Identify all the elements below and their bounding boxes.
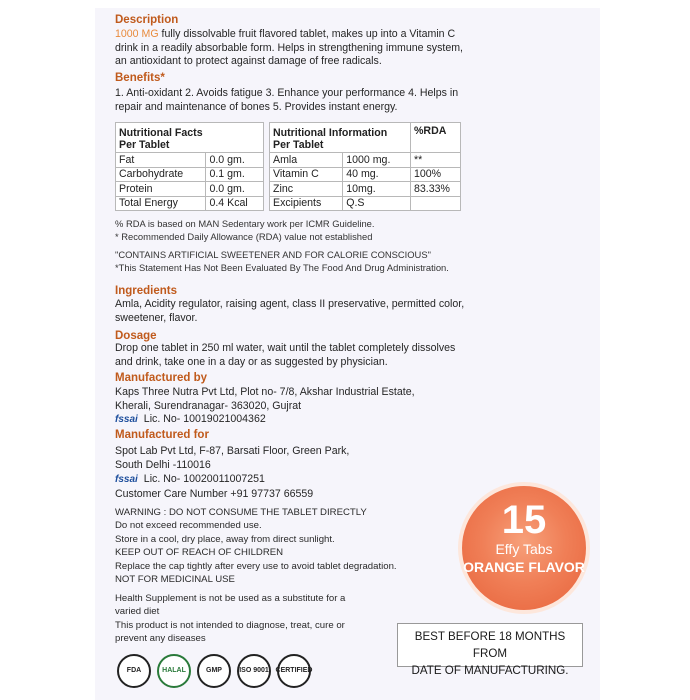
certified-icon: CERTIFIED	[277, 654, 311, 688]
table-cell: 1000 mg.	[343, 153, 411, 168]
description-section	[115, 14, 463, 69]
supplement-line: prevent any diseases	[115, 633, 206, 645]
table-header-row	[270, 123, 461, 153]
best-before-line2: DATE OF MANUFACTURING.	[411, 664, 569, 677]
table-cell	[411, 196, 461, 211]
supplement-notes	[115, 592, 345, 646]
manufacturer-license: Lic. No- 10019021004362	[143, 413, 266, 425]
nutritional-information-table	[269, 122, 461, 211]
warning-line: Replace the cap tightly after every use to avoid tablet degradation.	[115, 560, 397, 572]
manufactured-by-address	[115, 386, 415, 427]
dosage-line1: Drop one tablet in 250 ml water, wait until the tablet completely dissolves	[115, 342, 456, 354]
table-cell: **	[411, 153, 461, 168]
ingredients-text	[115, 298, 464, 325]
best-before-line1: BEST BEFORE 18 MONTHS FROM	[414, 630, 566, 660]
table-cell: Q.S	[343, 196, 411, 211]
nutritional-facts-table	[115, 122, 264, 211]
marketer-line2: South Delhi -110016	[115, 459, 211, 471]
table-row	[270, 153, 461, 168]
table-row	[270, 167, 461, 182]
gmp-icon: GMP	[197, 654, 231, 688]
benefits-section	[115, 72, 458, 114]
ingredients-line2: sweetener, flavor.	[115, 311, 198, 324]
description-text	[115, 28, 463, 69]
manufactured-for-section	[115, 429, 349, 501]
table-cell: 83.33%	[411, 182, 461, 197]
rda-notes	[115, 218, 374, 243]
warning-line: KEEP OUT OF REACH OF CHILDREN	[115, 547, 284, 559]
ingredients-section	[115, 285, 464, 325]
table-row	[270, 196, 461, 211]
info-header	[270, 123, 411, 153]
table-cell: 40 mg.	[343, 167, 411, 182]
fda-icon: FDA	[117, 654, 151, 688]
table-cell: 0.0 gm.	[206, 153, 264, 168]
table-cell: 0.4 Kcal	[206, 196, 264, 211]
tablet-count-badge	[458, 482, 590, 614]
sweetener-notes	[115, 249, 449, 274]
best-before-box	[397, 623, 583, 677]
manufactured-for-heading: Manufactured for	[115, 429, 209, 441]
dosage-section	[115, 330, 455, 369]
warning-line: Do not exceed recommended use.	[115, 520, 262, 532]
table-row	[116, 153, 264, 168]
table-cell: Excipients	[270, 196, 343, 211]
description-highlight: 1000 MG	[115, 28, 159, 40]
sweetener-note: "CONTAINS ARTIFICIAL SWEETENER AND FOR CALORIE CONSCIOUS"	[115, 249, 431, 260]
facts-header	[116, 123, 264, 153]
description-line3: an antioxidant to protect against damage of free radicals.	[115, 55, 382, 67]
table-cell: Fat	[116, 153, 206, 168]
supplement-line: This product is not intended to diagnose, treat, cure or	[115, 619, 345, 631]
description-heading: Description	[115, 14, 179, 26]
table-cell: 0.0 gm.	[206, 182, 264, 197]
manufactured-for-address	[115, 444, 349, 501]
table-cell: Total Energy	[116, 196, 206, 211]
manufactured-by-heading: Manufactured by	[115, 372, 208, 384]
facts-header-line2: Per Tablet	[119, 138, 170, 151]
benefits-text	[115, 87, 458, 114]
dosage-line2: and drink, take one in a day or as suggested by physician.	[115, 355, 388, 368]
table-cell: Protein	[116, 182, 206, 197]
table-row	[116, 196, 264, 211]
table-cell: 0.1 gm.	[206, 167, 264, 182]
description-line1: fully dissolvable fruit flavored tablet, makes up into a Vitamin C	[161, 28, 456, 40]
dosage-text	[115, 342, 455, 369]
iso-9001-icon: ISO 9001	[237, 654, 271, 688]
table-cell: Amla	[270, 153, 343, 168]
benefits-line1: 1. Anti-oxidant 2. Avoids fatigue 3. Enhance your performance 4. Helps in	[115, 87, 459, 99]
rda-note: % RDA is based on MAN Sedentary work per ICMR Guideline.	[115, 218, 375, 229]
ingredients-line1: Amla, Acidity regulator, raising agent, class II preservative, permitted color,	[115, 298, 465, 310]
halal-icon: HALAL	[157, 654, 191, 688]
marketer-license: Lic. No- 10020011007251	[143, 473, 265, 485]
warning-line: NOT FOR MEDICINAL USE	[115, 574, 235, 586]
recommended-note: * Recommended Daily Allowance (RDA) value not established	[115, 230, 373, 242]
supplement-line: varied diet	[115, 606, 160, 618]
table-cell: Carbohydrate	[116, 167, 206, 182]
tablet-count: 15	[501, 498, 547, 542]
table-header-row	[116, 123, 264, 153]
facts-header-line1: Nutritional Facts	[119, 126, 203, 139]
customer-care: Customer Care Number +91 97737 66559	[115, 488, 314, 500]
ingredients-heading: Ingredients	[115, 285, 177, 297]
fssai-logo: fssai	[115, 474, 138, 485]
supplement-line: Health Supplement is not be used as a substitute for a	[115, 593, 346, 604]
fda-note: *This Statement Has Not Been Evaluated By The Food And Drug Administration.	[115, 261, 449, 273]
rda-header: %RDA	[411, 123, 461, 153]
badge-line1: Effy Tabs	[495, 541, 553, 557]
table-cell: 100%	[411, 167, 461, 182]
table-cell: Zinc	[270, 182, 343, 197]
manufacturer-line2: Kherali, Surendranagar- 363020, Gujrat	[115, 399, 302, 412]
table-row	[116, 182, 264, 197]
dosage-heading: Dosage	[115, 330, 157, 342]
benefits-heading: Benefits*	[115, 72, 165, 84]
info-header-line1: Nutritional Information	[273, 126, 388, 139]
table-row	[116, 167, 264, 182]
manufactured-by-section	[115, 372, 415, 427]
table-row	[270, 182, 461, 197]
info-header-line2: Per Tablet	[273, 138, 324, 151]
description-line2: drink in a readily absorbable form. Helps in strengthening immune system,	[115, 41, 463, 54]
marketer-line1: Spot Lab Pvt Ltd, F-87, Barsati Floor, Green Park,	[115, 445, 350, 457]
warning-line: Store in a cool, dry place, away from direct sunlight.	[115, 533, 335, 545]
benefits-line2: repair and maintenance of bones 5. Provides instant energy.	[115, 100, 398, 113]
fssai-logo: fssai	[115, 414, 138, 425]
table-cell: 10mg.	[343, 182, 411, 197]
badge-flavor: ORANGE FLAVOR	[463, 559, 585, 575]
manufacturer-line1: Kaps Three Nutra Pvt Ltd, Plot no- 7/8, Akshar Industrial Estate,	[115, 386, 415, 398]
table-cell: Vitamin C	[270, 167, 343, 182]
warning-line: WARNING : DO NOT CONSUME THE TABLET DIRECTLY	[115, 507, 367, 518]
warnings-section	[115, 506, 397, 586]
